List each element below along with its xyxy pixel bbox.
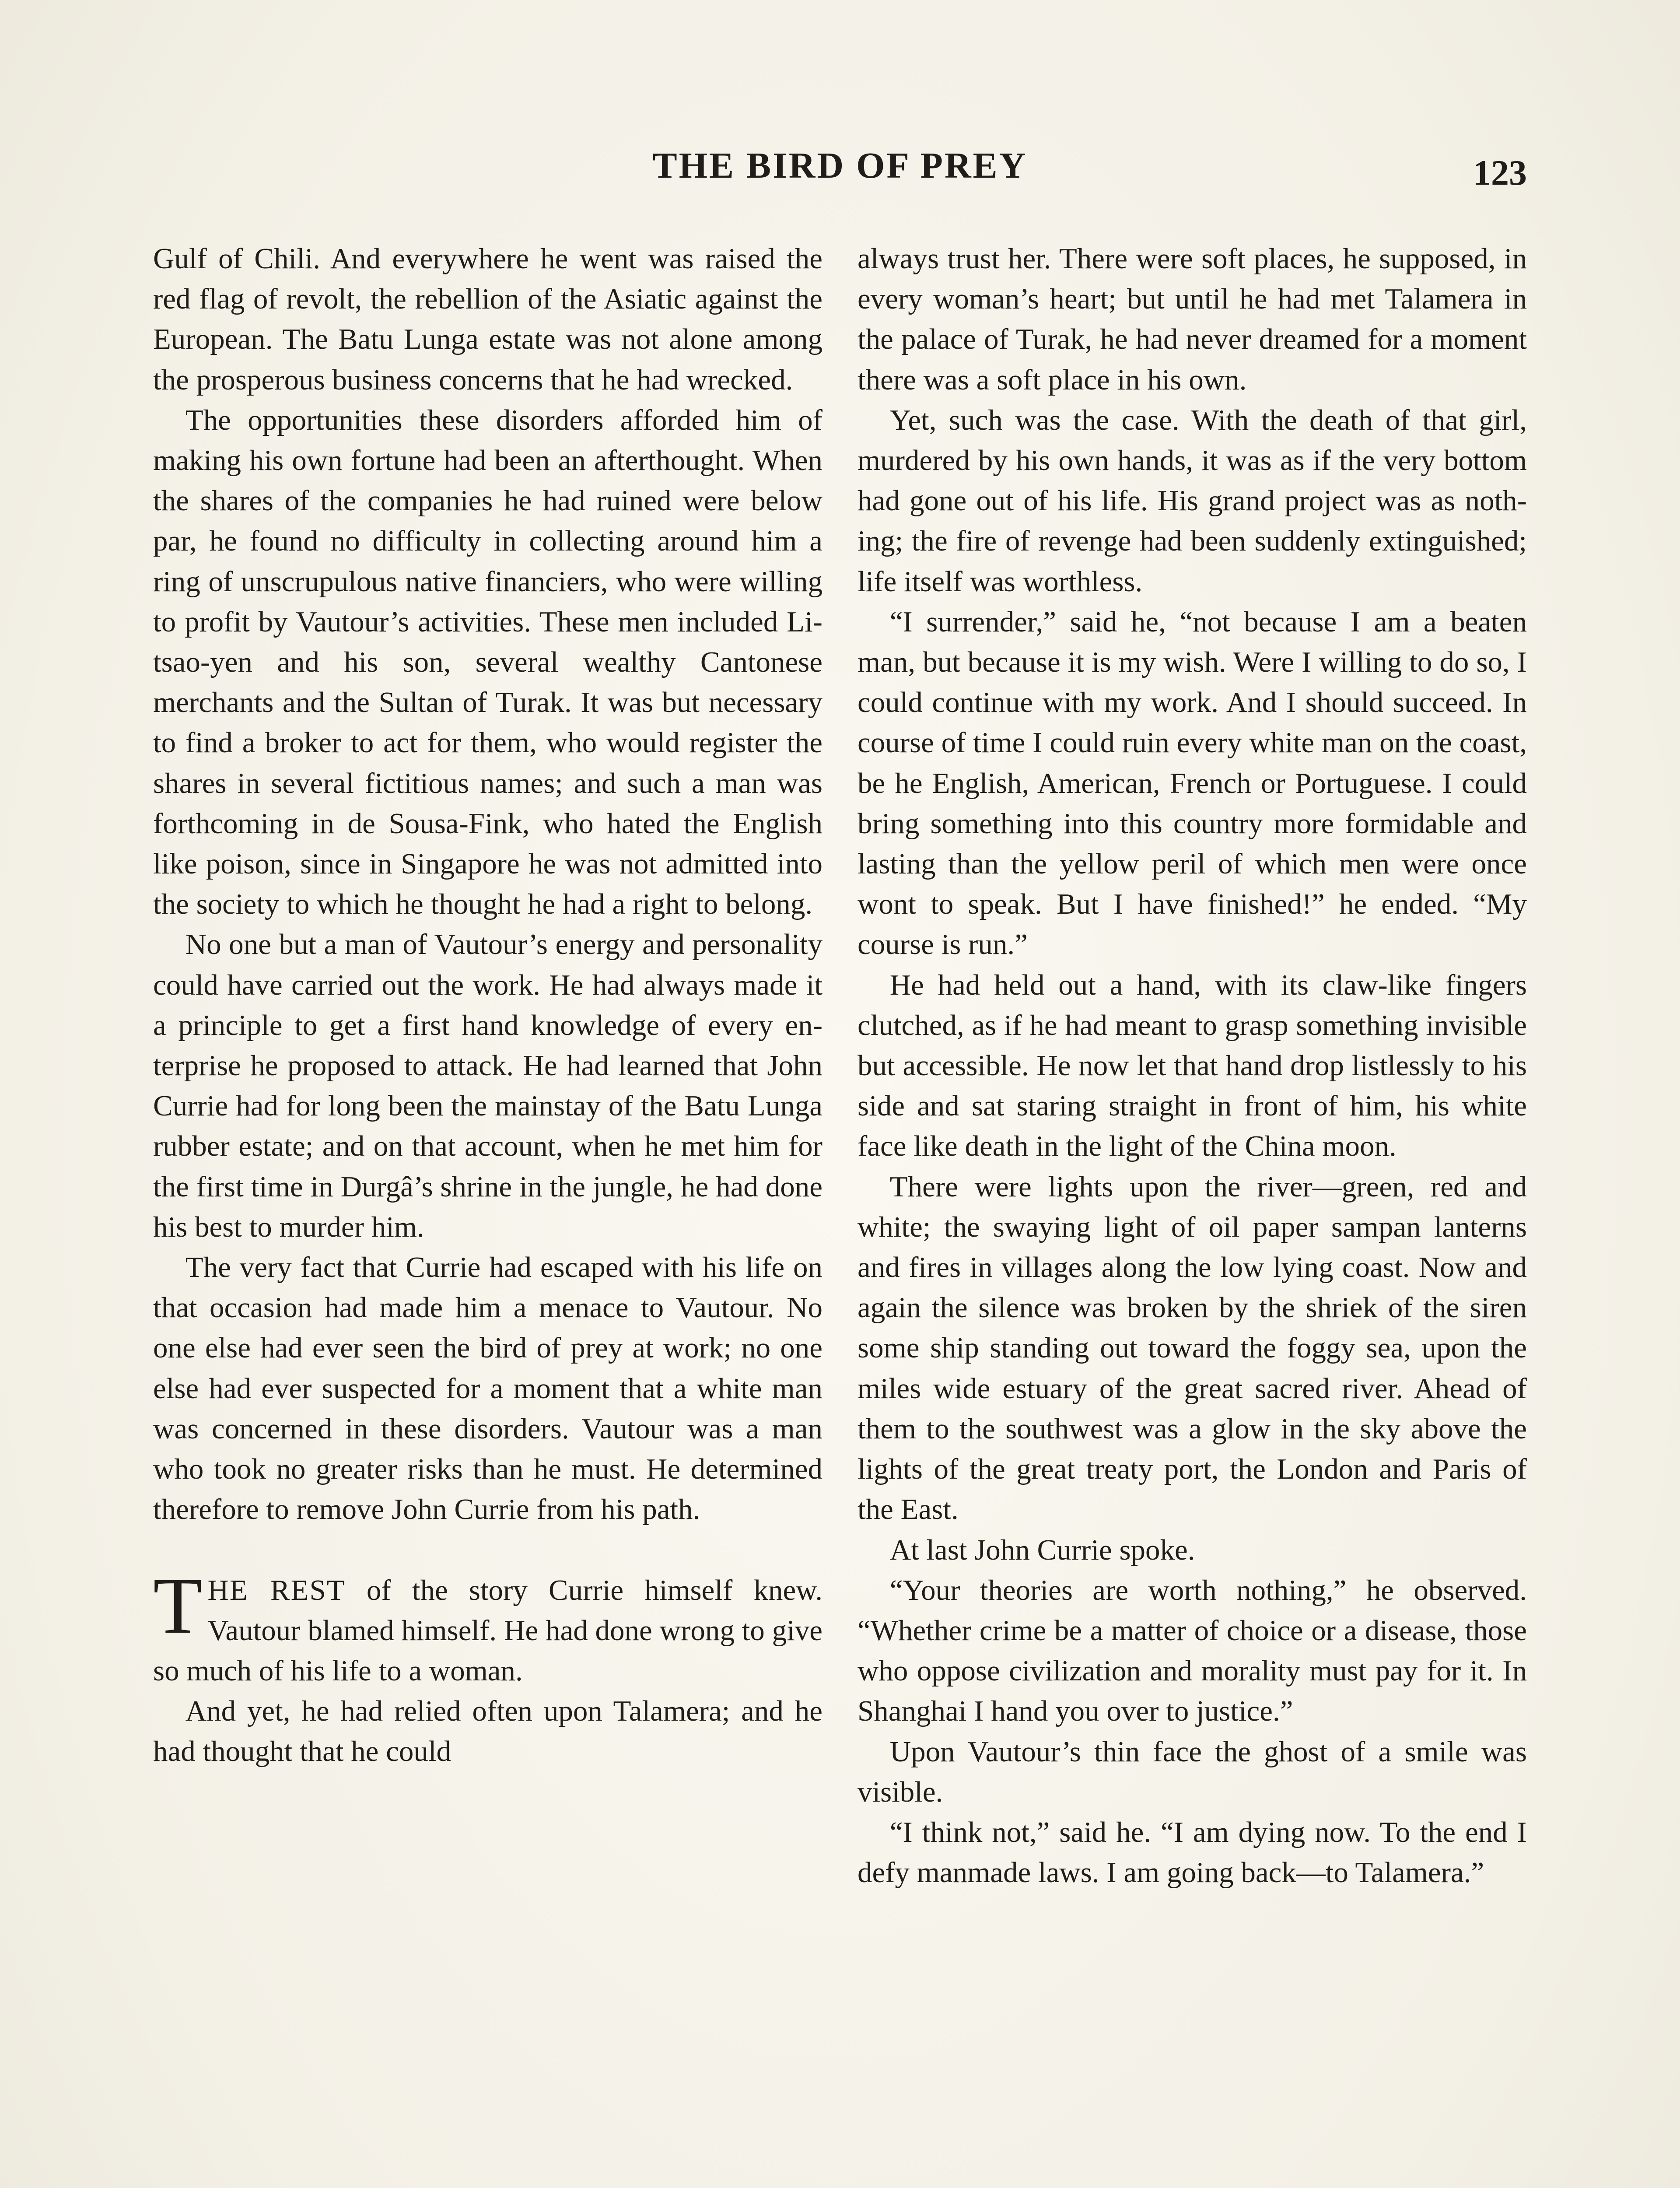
small-caps-lead: HE REST — [207, 1574, 346, 1606]
page-number: 123 — [1473, 153, 1527, 193]
paragraph: The very fact that Currie had escaped with his life on that occasion had made him a menace to Vautour. No one else had ever seen the bird of prey at work; no one else had ever suspected for a moment that a white man was concerned in these disorders. Vautour was a man who took no greater risks than he must. He determined therefore to remove John Currie from his path. — [153, 1251, 822, 1526]
drop-cap: T — [153, 1560, 203, 1650]
paragraph: “Your theories are worth nothing,” he observed. “Whether crime be a matter of choice or a disease, those who oppose civilization and morality must pay for it. In Shanghai I hand you over to justice.” — [858, 1574, 1527, 1728]
paragraph: Gulf of Chili. And everywhere he went was raised the red flag of revolt, the rebellion of the Asiatic against the European. The Batu Lunga estate was not alone among the prosperous business concerns that he had wrecked. — [153, 242, 822, 396]
paragraph: always trust her. There were soft places, he supposed, in every woman’s heart; but until he had met Talamera in the palace of Turak, he had never dreamed for a moment there was a soft place in his own. — [858, 242, 1527, 396]
paragraph: At last John Currie spoke. — [889, 1533, 1195, 1566]
running-title: THE BIRD OF PREY — [652, 145, 1028, 186]
paragraph: “I surrender,” said he, “not because I am a beaten man, but because it is my wish. Were I willing to do so, I could continue with my work. And I should succeed. In course of time I could ruin every white man on the coast, be he English, American, French or Portuguese. I could bring something into this country more formidable and lasting than the yellow peril of which men were once wont to speak. But I have finished!” he ended. “My course is run.” — [858, 605, 1527, 961]
paragraph: There were lights upon the river—green, red and white; the swaying light of oil paper sampan lanterns and fires in villages along the low lying coast. Now and again the silence was broken by the shriek of the siren some ship standing out toward the foggy sea, upon the miles wide estuary of the great sacred river. Ahead of them to the southwest was a glow in the sky above the lights of the great treaty port, the London and Paris of the East. — [858, 1170, 1527, 1526]
paragraph: Upon Vautour’s thin face the ghost of a smile was visible. — [858, 1735, 1527, 1808]
right-column — [858, 238, 1527, 2188]
paragraph: “I think not,” said he. “I am dying now. To the end I defy manmade laws. I am going back—to Talamera.” — [858, 1816, 1527, 1889]
paragraph: Yet, such was the case. With the death of that girl, murdered by his own hands, it was as if the very bottom had gone out of his life. His grand project was as nothing; the fire of revenge had been suddenly extinguished; life itself was worthless. — [858, 403, 1527, 598]
paragraph: He had held out a hand, with its claw-like fingers clutched, as if he had meant to grasp something invisible but accessible. He now let that hand drop listlessly to his side and sat staring straight in front of him, his white face like death in the light of the China moon. — [858, 968, 1527, 1163]
section-start-paragraph — [153, 1560, 822, 1691]
paragraph-text: of the story Currie himself knew. Vautour blamed himself. He had done wrong to give so much of his life to a woman. — [153, 1574, 822, 1687]
paragraph: And yet, he had relied often upon Talamera; and he had thought that he could — [153, 1695, 822, 1768]
left-column — [153, 238, 822, 2188]
page-header — [153, 144, 1527, 210]
paragraph: No one but a man of Vautour’s energy and personality could have carried out the work. He had always made it a principle to get a first hand knowledge of every enterprise he proposed to attack. He had learned that John Currie had for long been the mainstay of the Batu Lunga rubber estate; and on that account, when he met him for the first time in Durgâ’s shrine in the jungle, he had done his best to murder him. — [153, 928, 822, 1243]
text-columns — [153, 238, 1527, 2188]
paragraph: The opportunities these disorders afforded him of making his own fortune had been an afterthought. When the shares of the companies he had ruined were below par, he found no difficulty in collecting around him a ring of unscrupulous native financiers, who were willing to profit by Vautour’s activities. These men included Li-tsao-yen and his son, several wealthy Cantonese merchants and the Sultan of Turak. It was but necessary to find a broker to act for them, who would register the shares in several fictitious names; and such a man was forthcoming in de Sousa-Fink, who hated the English like poison, since in Singapore he was not admitted into the society to which he thought he had a right to belong. — [153, 403, 822, 921]
